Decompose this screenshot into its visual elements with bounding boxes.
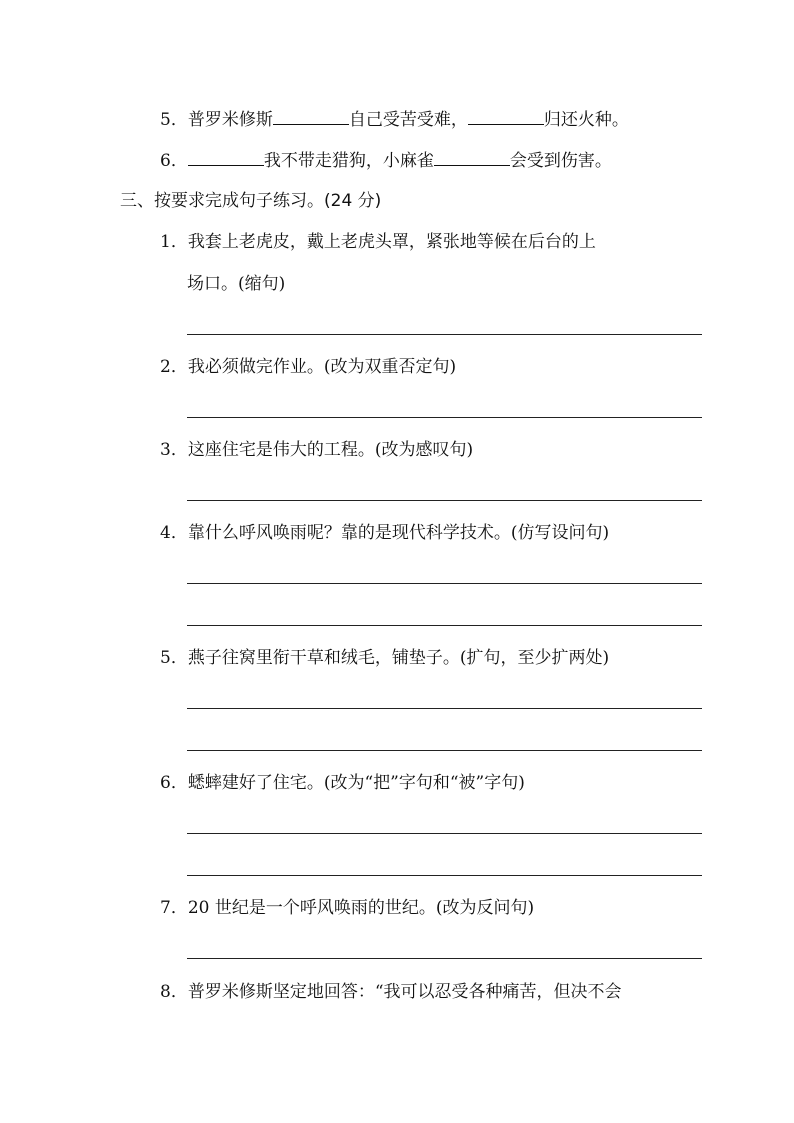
question-number: 5． [160, 648, 188, 668]
question-number: 7． [160, 898, 188, 918]
question-8 [160, 980, 622, 1004]
answer-line[interactable] [187, 625, 702, 626]
question-text: 燕子往窝里衔干草和绒毛，铺垫子。(扩句，至少扩两处) [187, 648, 610, 668]
question-text: 靠什么呼风唤雨呢？靠的是现代科学技术。(仿写设问句) [187, 523, 610, 543]
answer-line[interactable] [187, 708, 702, 709]
question-text: 普罗米修斯坚定地回答：“我可以忍受各种痛苦，但决不会 [187, 982, 622, 1002]
question-text: 我套上老虎皮，戴上老虎头罩，紧张地等候在后台的上 [187, 232, 596, 252]
question-text: 蟋蟀建好了住宅。(改为“把”字句和“被”字句) [187, 773, 525, 793]
question-5 [160, 646, 609, 670]
fill-blank[interactable] [188, 147, 264, 166]
answer-line[interactable] [187, 417, 702, 418]
answer-line[interactable] [187, 958, 702, 959]
question-text: 我必须做完作业。(改为双重否定句) [187, 357, 457, 377]
item-text: 普罗米修斯 [187, 110, 273, 130]
question-2 [160, 355, 456, 379]
section-heading: 三、按要求完成句子练习。(24 分) [120, 191, 382, 211]
question-1-continued: 场口。(缩句) [187, 274, 286, 294]
question-number: 1． [160, 232, 188, 252]
question-number: 3． [160, 440, 188, 460]
answer-line[interactable] [187, 334, 702, 335]
item-text: 自己受苦受难， [348, 110, 468, 130]
fill-item-5 [160, 106, 629, 132]
fill-blank[interactable] [434, 147, 510, 166]
item-text: 归还火种。 [543, 110, 629, 130]
question-7 [160, 896, 534, 920]
fill-item-6 [160, 147, 612, 173]
answer-line[interactable] [187, 750, 702, 751]
question-1 [160, 230, 596, 254]
question-number: 6． [160, 773, 188, 793]
question-number: 8． [160, 982, 188, 1002]
answer-line[interactable] [187, 875, 702, 876]
fill-blank[interactable] [468, 106, 544, 125]
question-number: 2． [160, 357, 188, 377]
item-number: 6． [160, 151, 188, 171]
fill-blank[interactable] [273, 106, 349, 125]
item-text: 会受到伤害。 [509, 151, 612, 171]
question-4 [160, 521, 609, 545]
item-text: 我不带走猎狗，小麻雀 [263, 151, 434, 171]
question-6 [160, 771, 525, 795]
item-number: 5． [160, 110, 188, 130]
answer-line[interactable] [187, 833, 702, 834]
answer-line[interactable] [187, 500, 702, 501]
question-text: 这座住宅是伟大的工程。(改为感叹句) [187, 440, 474, 460]
answer-line[interactable] [187, 583, 702, 584]
question-3 [160, 438, 473, 462]
question-number: 4． [160, 523, 188, 543]
question-text: 20 世纪是一个呼风唤雨的世纪。(改为反问句) [187, 898, 535, 918]
